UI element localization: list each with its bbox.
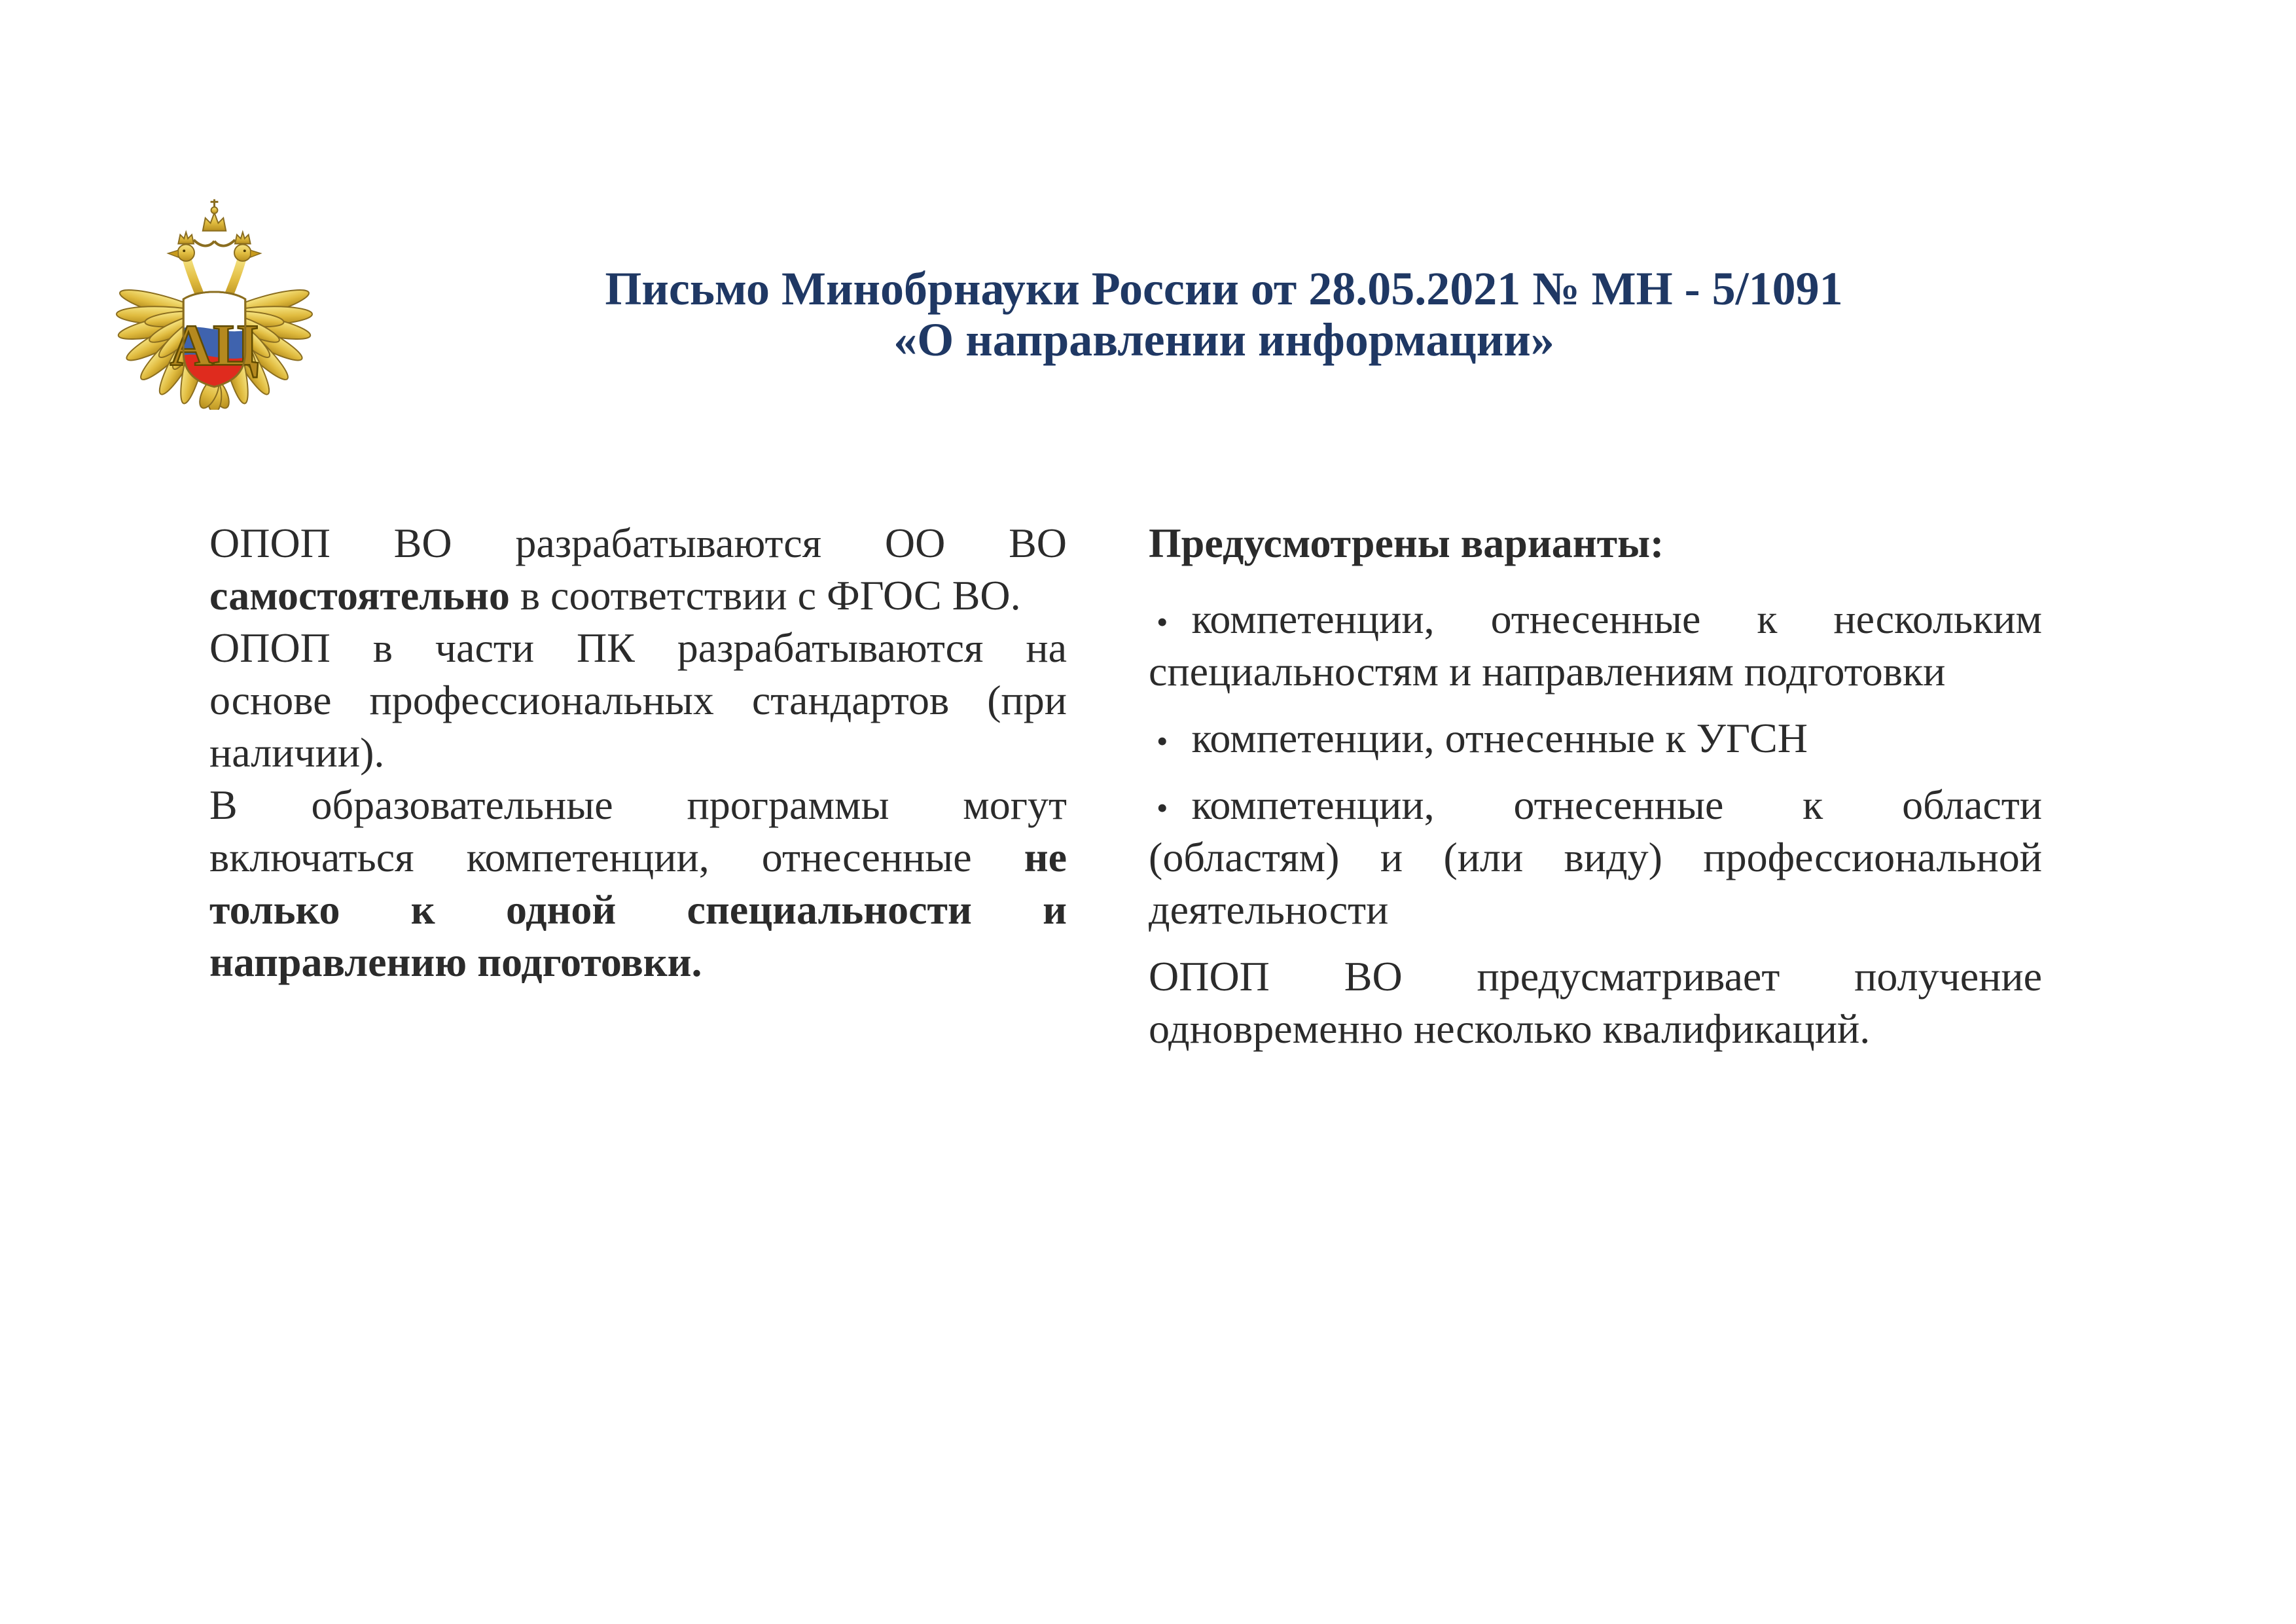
left-column [209,517,1067,988]
bullet-marker-icon: • [1157,604,1168,640]
bold-text-segment: не [1024,834,1067,880]
text-segment: (областям) и (или виду) профессиональной [1149,834,2042,880]
text-segment: ОПОП ВО предусматривает получение [1149,953,2042,1000]
emblem-monogram: АЦ [170,312,259,378]
page-title [367,263,2081,365]
eagle-heads [168,244,261,261]
eagle-emblem-graphic [111,189,317,410]
text-segment: специальностям и направлениям подготовки [1149,648,1946,695]
text-segment: компетенции, отнесенные к УГСН [1191,715,1808,761]
paragraph [209,779,1067,988]
text-line [209,831,1067,884]
bold-text-segment: самостоятельно [209,572,510,619]
bullet-marker-icon: • [1157,789,1168,826]
text-line [209,517,1067,569]
text-line [209,884,1067,936]
text-line [1149,884,2042,936]
text-line [1149,593,2042,645]
ministry-emblem [111,189,317,410]
paragraph [209,517,1067,622]
text-segment: одновременно несколько квалификаций. [1149,1005,1871,1052]
bold-text-segment: направлению подготовки. [209,939,702,985]
text-line [209,674,1067,727]
text-segment: ОПОП ВО разрабатываются ОО ВО [209,520,1067,566]
text-line [209,779,1067,831]
text-line [1149,712,2042,765]
bullet-marker-icon: • [1157,723,1168,759]
text-line [209,622,1067,674]
crowns-icon [178,199,250,245]
text-segment: ОПОП в части ПК разрабатываются на [209,624,1067,671]
bold-text-segment: только к одной специальности и [209,886,1067,933]
text-line [1149,779,2042,831]
text-line [1149,645,2042,698]
text-line [209,727,1067,779]
text-line [209,936,1067,988]
text-line [1149,950,2042,1003]
column-heading [1149,517,2042,569]
text-segment: Предусмотрены варианты: [1149,520,1664,566]
text-segment: компетенции, отнесенные к области [1191,782,2042,828]
text-segment: компетенции, отнесенные к нескольким [1191,596,2042,642]
text-line [1149,1003,2042,1055]
text-segment: деятельности [1149,886,1389,933]
text-segment: включаться компетенции, отнесенные [209,834,1024,880]
paragraph [209,622,1067,779]
title-line-2: «О направлении информации» [893,314,1554,366]
text-line [1149,517,2042,569]
right-column [1149,517,2042,1055]
bullet-item [1149,779,2042,936]
text-segment: наличии). [209,729,385,776]
text-segment: основе профессиональных стандартов (при [209,677,1067,723]
title-line-1: Письмо Минобрнауки России от 28.05.2021 № МН - 5/1091 [605,262,1843,315]
text-segment: В образовательные программы могут [209,782,1067,828]
text-line [209,569,1067,622]
text-segment: в соответствии с ФГОС ВО. [509,572,1021,619]
bullet-item [1149,712,2042,765]
text-line [1149,831,2042,884]
bullet-item [1149,593,2042,698]
paragraph [1149,950,2042,1055]
